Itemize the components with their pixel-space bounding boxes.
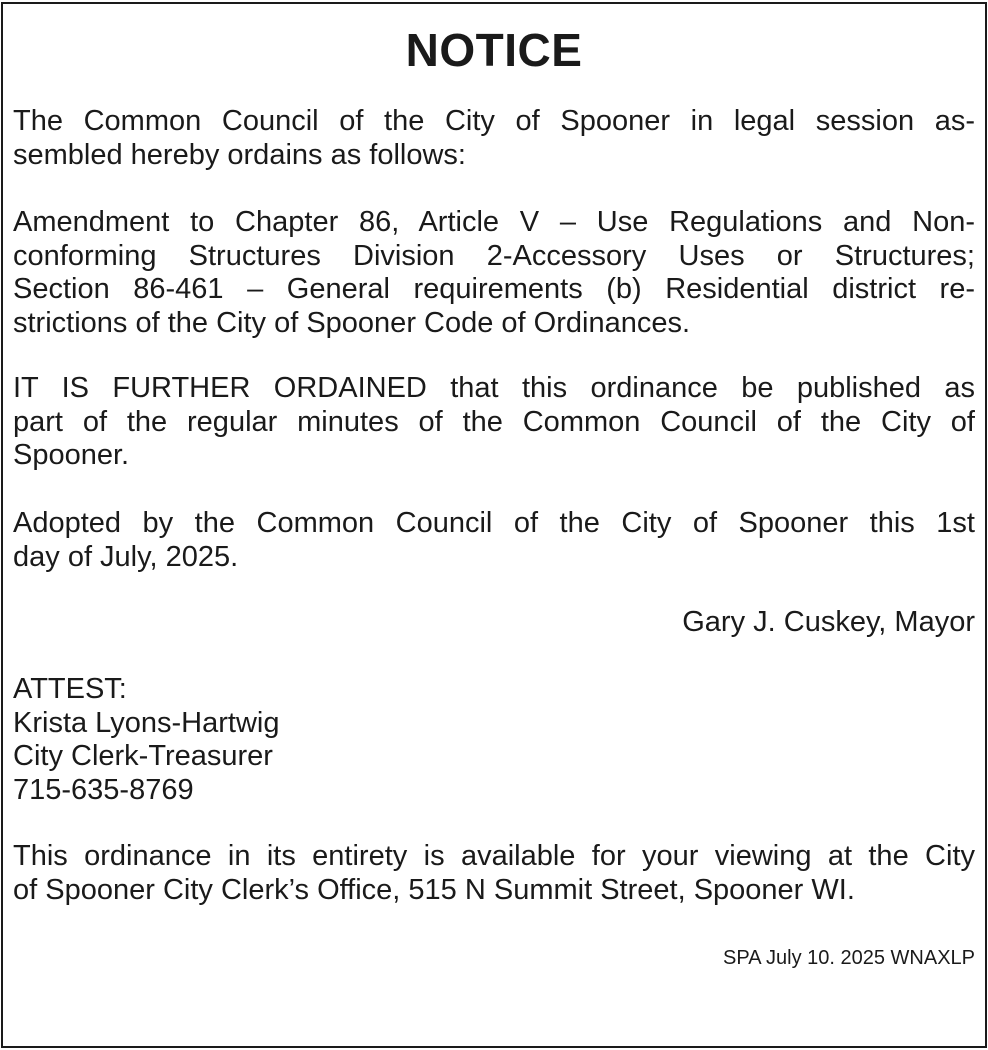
text-line: This ordinance in its entirety is available for your viewing at the City [13, 840, 975, 872]
attest-block [13, 673, 279, 807]
text-line: conforming Structures Division 2-Accessory Uses or Structures; [13, 239, 975, 272]
clerk-name: Krista Lyons-Hartwig [13, 706, 280, 739]
notice-title: NOTICE [405, 24, 583, 76]
mayor-signature: Gary J. Cuskey, Mayor [682, 606, 975, 638]
text-line: strictions of the City of Spooner Code of Ordinances. [13, 306, 691, 339]
text-line: day of July, 2025. [13, 540, 239, 573]
text-line: Adopted by the Common Council of the City of Spooner this 1st [13, 507, 975, 539]
publication-code: SPA July 10. 2025 WNAXLP [723, 947, 975, 969]
text-line: Spooner. [13, 439, 130, 471]
clerk-phone: 715-635-8769 [13, 773, 194, 806]
paragraph-further-ordained [13, 372, 975, 473]
text-line: Section 86-461 – General requirements (b) Residential district re- [13, 273, 975, 305]
paragraph-availability [13, 840, 975, 907]
paragraph-adopted [13, 507, 975, 574]
text-line: of Spooner City Clerk’s Office, 515 N Summit Street, Spooner WI. [13, 873, 855, 906]
text-line: The Common Council of the City of Spooner in legal session as- [13, 105, 975, 137]
paragraph-ordains [13, 105, 975, 172]
paragraph-amendment [13, 206, 975, 340]
clerk-title: City Clerk-Treasurer [13, 740, 273, 772]
attest-label: ATTEST: [13, 673, 127, 705]
text-line: Amendment to Chapter 86, Article V – Use Regulations and Non- [13, 206, 975, 238]
text-line: IT IS FURTHER ORDAINED that this ordinance be published as [13, 372, 975, 404]
text-line: sembled hereby ordains as follows: [13, 138, 466, 171]
text-line: part of the regular minutes of the Common Council of the City of [13, 405, 975, 438]
legal-notice-frame [1, 2, 987, 1048]
